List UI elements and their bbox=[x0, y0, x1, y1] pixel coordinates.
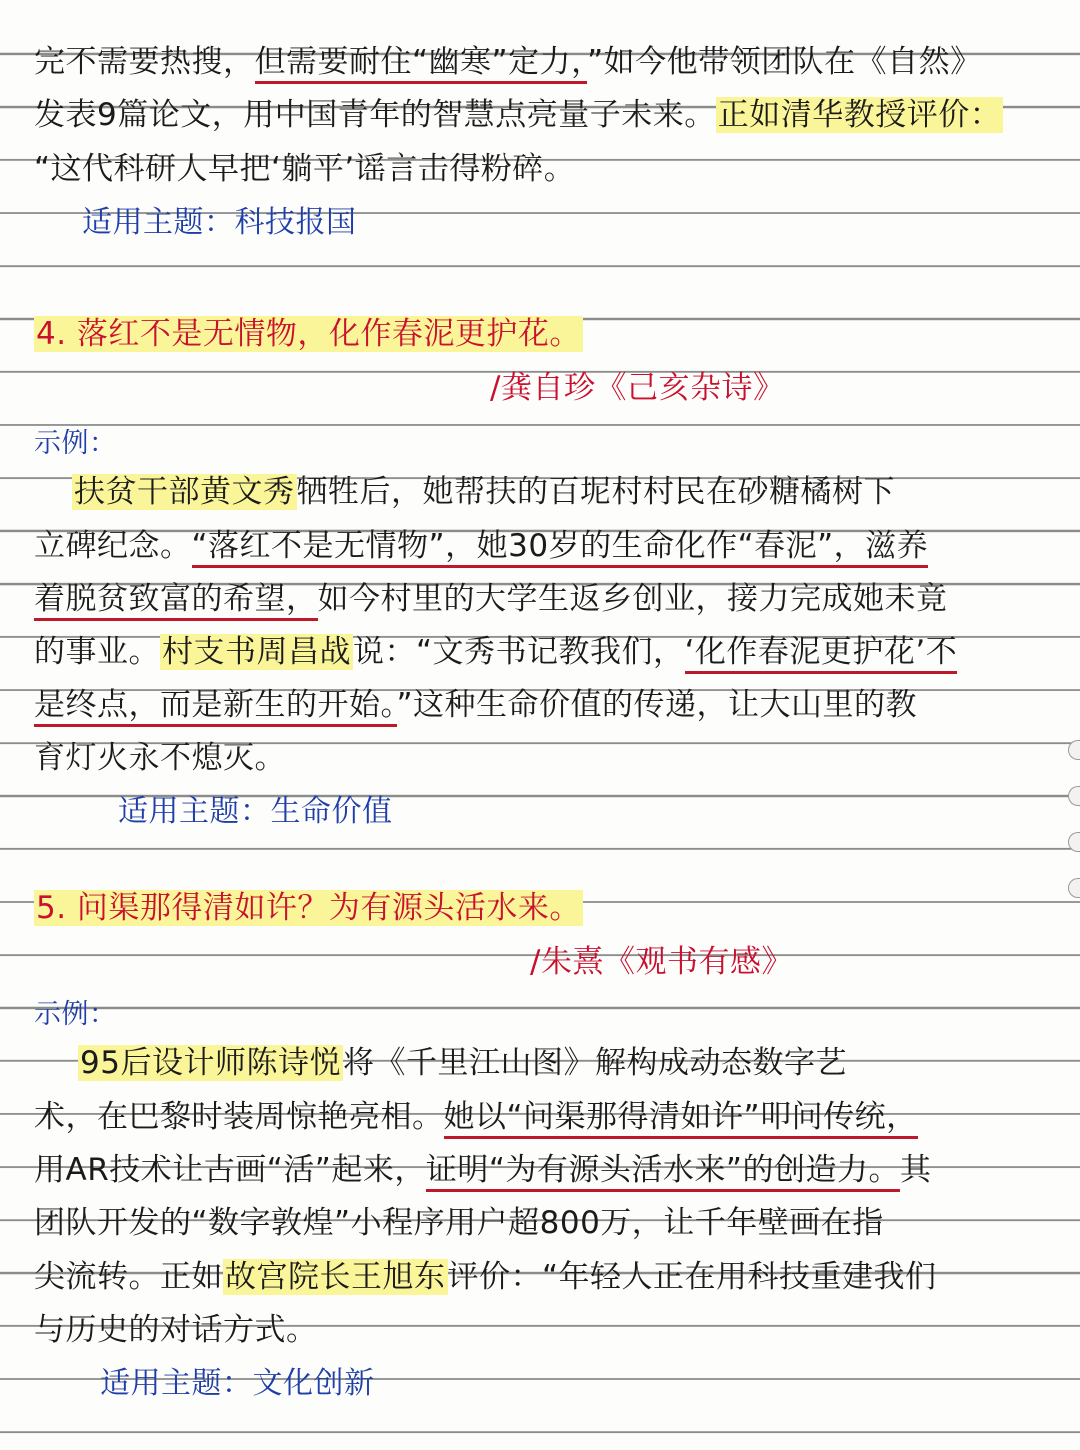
text-segment: 发表9篇论文，用中国青年的智慧点亮量子未来。 bbox=[34, 97, 716, 133]
text-segment: 将《千里江山图》解构成动态数字艺 bbox=[342, 1045, 847, 1081]
text-segment: 尖流转。正如 bbox=[34, 1259, 223, 1295]
underlined-text: ‘化作春泥更护花’不 bbox=[685, 634, 958, 674]
highlighted-title: 5. 问渠那得清如许？为有源头活水来。 bbox=[36, 890, 581, 926]
text-line bbox=[34, 632, 1034, 672]
underlined-text: “落红不是无情物”，她30岁的生命化作“春泥”，滋养 bbox=[192, 528, 929, 568]
text-segment: 其 bbox=[900, 1152, 932, 1188]
text-segment: 说：“文秀书记教我们， bbox=[353, 634, 685, 670]
text-segment: “这代科研人早把‘躺平’谣言击得粉碎。 bbox=[34, 151, 576, 187]
example-label: 示例： bbox=[34, 428, 117, 459]
text-line bbox=[34, 738, 1034, 778]
text-segment: 团队开发的“数字敦煌”小程序用户超800万，让千年壁画在指 bbox=[34, 1205, 884, 1241]
topic-label: 适用主题：科技报国 bbox=[82, 205, 357, 240]
text-segment: 的事业。 bbox=[34, 634, 160, 670]
side-action-icon[interactable] bbox=[1068, 740, 1080, 760]
quote-title bbox=[34, 888, 1034, 928]
quote-source: /龚自珍《己亥杂诗》 bbox=[490, 370, 785, 406]
quote-title bbox=[34, 314, 1034, 354]
text-line bbox=[72, 472, 1072, 512]
text-line bbox=[34, 1150, 1034, 1190]
text-segment: 与历史的对话方式。 bbox=[34, 1312, 318, 1348]
text-line bbox=[34, 1203, 1034, 1243]
text-segment: 术，在巴黎时装周惊艳亮相。 bbox=[34, 1099, 444, 1135]
text-segment: 牺牲后，她帮扶的百坭村村民在砂糖橘树下 bbox=[296, 474, 895, 510]
topic-label: 适用主题：文化创新 bbox=[100, 1366, 375, 1401]
highlighted-text: 故宫院长王旭东 bbox=[225, 1259, 446, 1295]
text-segment: 立碑纪念。 bbox=[34, 528, 192, 564]
topic-label: 适用主题：生命价值 bbox=[118, 794, 393, 829]
side-action-icon[interactable] bbox=[1068, 786, 1080, 806]
underlined-text: 着脱贫致富的希望， bbox=[34, 581, 318, 621]
text-line bbox=[34, 1257, 1034, 1297]
highlighted-text: 正如清华教授评价： bbox=[717, 97, 1002, 133]
side-action-icon[interactable] bbox=[1068, 832, 1080, 852]
text-line bbox=[34, 42, 1034, 82]
text-line bbox=[34, 1097, 1034, 1137]
highlighted-text: 95后设计师陈诗悦 bbox=[80, 1045, 341, 1081]
text-line bbox=[34, 579, 1034, 619]
highlighted-text: 村支书周昌战 bbox=[162, 634, 351, 670]
underlined-text: 但需要耐住“幽寒”定力， bbox=[255, 44, 588, 84]
text-line bbox=[34, 95, 1034, 135]
highlighted-text: 扶贫干部黄文秀 bbox=[74, 474, 295, 510]
text-segment: 育灯火永不熄灭。 bbox=[34, 740, 286, 776]
text-line bbox=[78, 1043, 1078, 1083]
text-line bbox=[34, 685, 1034, 725]
text-segment: 评价：“年轻人正在用科技重建我们 bbox=[447, 1259, 937, 1295]
underlined-text: 证明“为有源头活水来”的创造力。 bbox=[426, 1152, 900, 1192]
underlined-text: 她以“问渠那得清如许”叩问传统， bbox=[444, 1099, 918, 1139]
highlighted-title: 4. 落红不是无情物，化作春泥更护花。 bbox=[36, 316, 581, 352]
side-action-icon[interactable] bbox=[1068, 878, 1080, 898]
text-line bbox=[34, 526, 1034, 566]
text-segment: ”这种生命价值的传递，让大山里的教 bbox=[396, 687, 918, 723]
side-toolbar bbox=[1068, 740, 1080, 924]
text-line bbox=[34, 1310, 1034, 1350]
text-segment: 用AR技术让古画“活”起来， bbox=[34, 1152, 426, 1188]
underlined-text: 是终点，而是新生的开始。 bbox=[34, 687, 397, 727]
text-segment: 完不需要热搜， bbox=[34, 44, 255, 80]
quote-source: /朱熹《观书有感》 bbox=[530, 944, 793, 980]
text-segment: 如今村里的大学生返乡创业，接力完成她未竟 bbox=[317, 581, 948, 617]
example-label: 示例： bbox=[34, 999, 117, 1030]
text-segment: ”如今他带领团队在《自然》 bbox=[587, 44, 982, 80]
text-line bbox=[34, 149, 1034, 189]
